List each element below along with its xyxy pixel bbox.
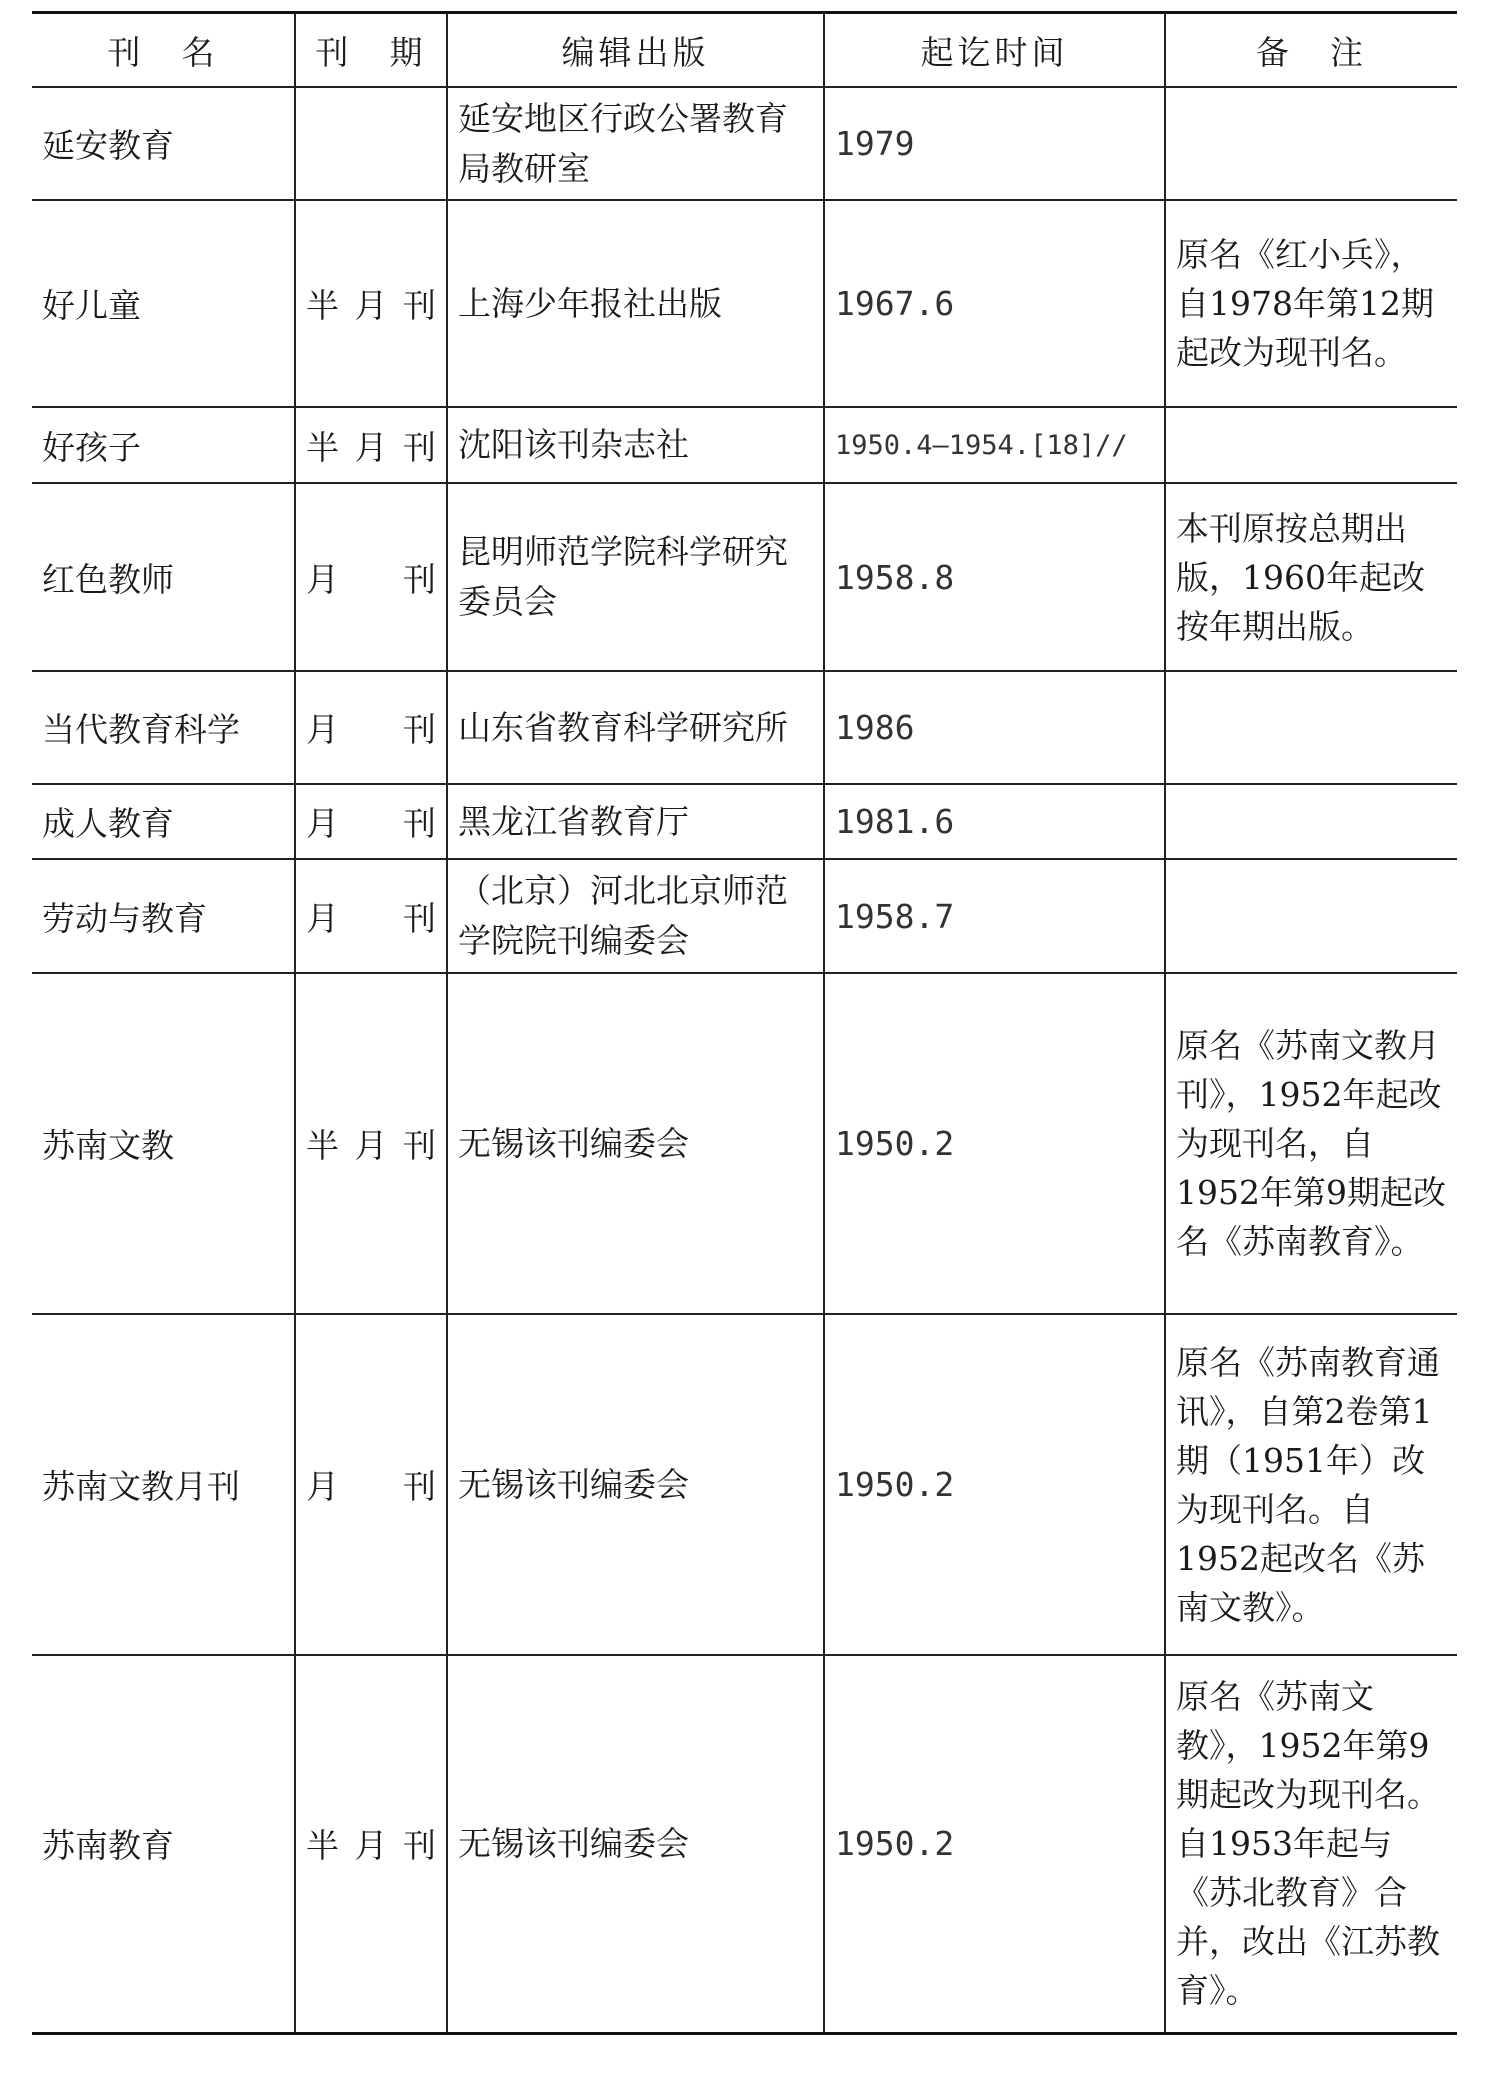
journal-notes: 原名《苏南教育通讯》，自第2卷第1期（1951年）改为现刊名。自1952起改名《苏南文教》。 (1165, 1314, 1457, 1655)
journal-period (295, 87, 447, 200)
table-row (32, 859, 1457, 973)
journal-name: 劳动与教育 (32, 859, 295, 973)
journal-period: 月 刊 (295, 784, 447, 859)
journal-editor: （北京）河北北京师范学院院刊编委会 (447, 859, 824, 973)
journal-dates: 1958.7 (824, 859, 1165, 973)
journal-editor: 上海少年报社出版 (447, 200, 824, 407)
journal-editor: 山东省教育科学研究所 (447, 671, 824, 784)
table-row (32, 87, 1457, 200)
header-notes: 备 注 (1165, 13, 1457, 88)
header-name: 刊 名 (32, 13, 295, 88)
journal-period: 月 刊 (295, 483, 447, 671)
journal-name: 苏南文教月刊 (32, 1314, 295, 1655)
header-editor: 编辑出版 (447, 13, 824, 88)
journal-period: 半月刊 (295, 407, 447, 483)
journal-editor: 延安地区行政公署教育局教研室 (447, 87, 824, 200)
periodicals-table (32, 11, 1457, 2035)
journal-editor: 无锡该刊编委会 (447, 1314, 824, 1655)
journal-period: 半月刊 (295, 973, 447, 1314)
journal-dates: 1950.2 (824, 973, 1165, 1314)
journal-notes: 原名《红小兵》，自1978年第12期起改为现刊名。 (1165, 200, 1457, 407)
journal-name: 成人教育 (32, 784, 295, 859)
header-period: 刊 期 (295, 13, 447, 88)
journal-notes: 原名《苏南文教》，1952年第9期起改为现刊名。自1953年起与《苏北教育》合并，改出《江苏教育》。 (1165, 1655, 1457, 2033)
journal-period: 月 刊 (295, 1314, 447, 1655)
journal-dates: 1986 (824, 671, 1165, 784)
journal-dates: 1950.4—1954.[18]// (824, 407, 1165, 483)
journal-dates: 1979 (824, 87, 1165, 200)
journal-notes: 本刊原按总期出版，1960年起改按年期出版。 (1165, 483, 1457, 671)
table-row (32, 1655, 1457, 2033)
journal-dates: 1967.6 (824, 200, 1165, 407)
table-row (32, 407, 1457, 483)
journal-notes (1165, 671, 1457, 784)
journal-dates: 1958.8 (824, 483, 1165, 671)
journal-notes (1165, 784, 1457, 859)
journal-editor: 无锡该刊编委会 (447, 1655, 824, 2033)
table-row (32, 483, 1457, 671)
table-row (32, 784, 1457, 859)
header-row (32, 13, 1457, 88)
journal-name: 红色教师 (32, 483, 295, 671)
journal-notes: 原名《苏南文教月刊》，1952年起改为现刊名，自1952年第9期起改名《苏南教育》。 (1165, 973, 1457, 1314)
journal-period: 月 刊 (295, 671, 447, 784)
journal-name: 好孩子 (32, 407, 295, 483)
journal-name: 苏南教育 (32, 1655, 295, 2033)
journal-editor: 沈阳该刊杂志社 (447, 407, 824, 483)
journal-name: 延安教育 (32, 87, 295, 200)
journal-name: 当代教育科学 (32, 671, 295, 784)
journal-name: 好儿童 (32, 200, 295, 407)
journal-dates: 1950.2 (824, 1314, 1165, 1655)
journal-period: 半月刊 (295, 1655, 447, 2033)
journal-notes (1165, 87, 1457, 200)
table-row (32, 200, 1457, 407)
journal-editor: 黑龙江省教育厅 (447, 784, 824, 859)
journal-editor: 昆明师范学院科学研究委员会 (447, 483, 824, 671)
table-row (32, 1314, 1457, 1655)
journal-notes (1165, 407, 1457, 483)
journal-editor: 无锡该刊编委会 (447, 973, 824, 1314)
journal-dates: 1950.2 (824, 1655, 1165, 2033)
journal-dates: 1981.6 (824, 784, 1165, 859)
table-row (32, 671, 1457, 784)
journal-name: 苏南文教 (32, 973, 295, 1314)
header-dates: 起讫时间 (824, 13, 1165, 88)
table-row (32, 973, 1457, 1314)
journal-period: 半月刊 (295, 200, 447, 407)
journal-notes (1165, 859, 1457, 973)
journal-period: 月 刊 (295, 859, 447, 973)
